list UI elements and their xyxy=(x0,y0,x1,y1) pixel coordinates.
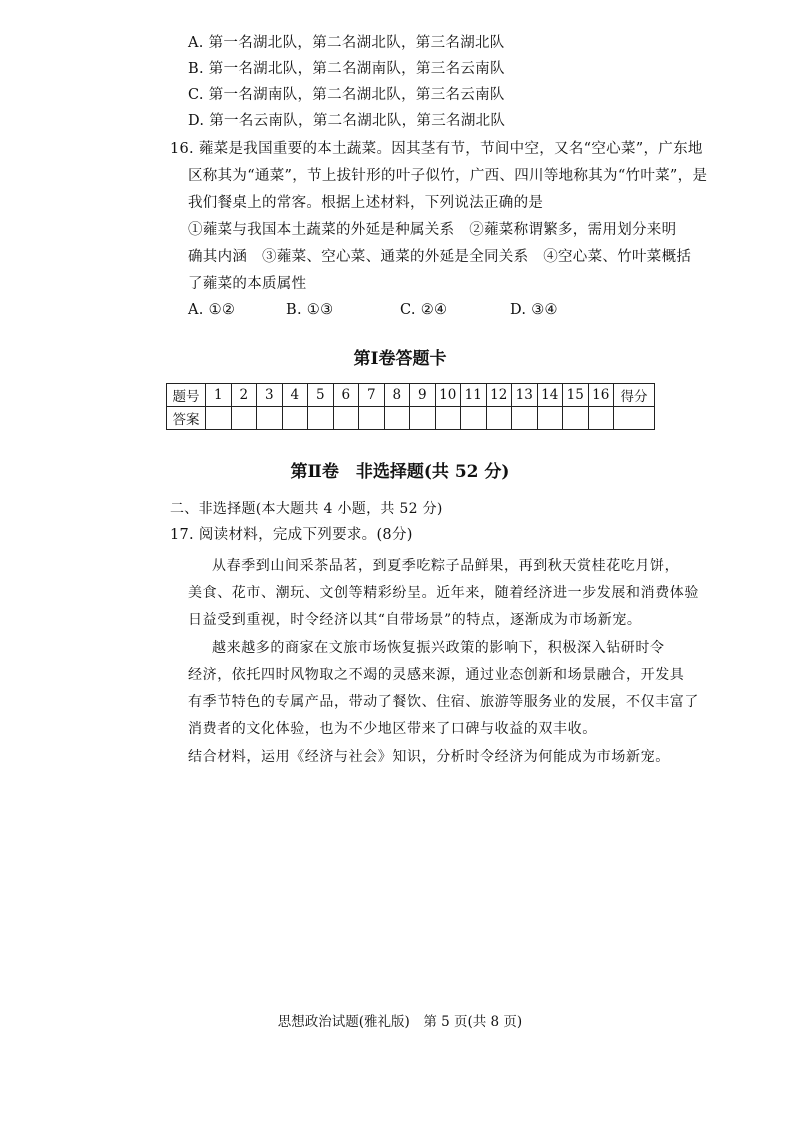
qnum-5: 5 xyxy=(308,384,334,407)
q15-option-c: C. 第一名湖南队，第二名湖北队，第三名云南队 xyxy=(188,87,505,103)
qnum-16: 16 xyxy=(588,384,614,407)
answer-cell-6[interactable] xyxy=(333,407,359,430)
answer-cell-16[interactable] xyxy=(588,407,614,430)
answer-card-title: 第Ⅰ卷答题卡 xyxy=(353,349,447,369)
answer-cell-1[interactable] xyxy=(206,407,232,430)
answer-row xyxy=(167,407,655,430)
q16-line-1: 16. 蕹菜是我国重要的本土蔬菜。因其茎有节，节间中空，又名“空心菜”，广东地 xyxy=(170,141,703,157)
q16-line-6: 了蕹菜的本质属性 xyxy=(188,276,307,292)
qnum-10: 10 xyxy=(435,384,461,407)
answer-cell-8[interactable] xyxy=(384,407,410,430)
section-title: 二、非选择题(本大题共 4 小题，共 52 分) xyxy=(170,501,443,517)
answer-cell-10[interactable] xyxy=(435,407,461,430)
qnum-12: 12 xyxy=(486,384,512,407)
qnum-1: 1 xyxy=(206,384,232,407)
q16-choice-c: C. ②④ xyxy=(400,302,448,318)
q16-line-3: 我们餐桌上的常客。根据上述材料，下列说法正确的是 xyxy=(188,195,544,211)
q15-option-a: A. 第一名湖北队，第二名湖北队，第三名湖北队 xyxy=(188,35,505,51)
q17-material-line-1: 从春季到山间采茶品茗，到夏季吃粽子品鲜果，再到秋天赏桂花吃月饼， xyxy=(212,558,680,574)
qnum-4: 4 xyxy=(282,384,308,407)
q17-material-line-3: 日益受到重视，时令经济以其“自带场景”的特点，逐渐成为市场新宠。 xyxy=(188,612,642,628)
answer-cell-9[interactable] xyxy=(410,407,436,430)
q17-prompt: 17. 阅读材料，完成下列要求。(8分) xyxy=(170,527,413,543)
q17-material-line-2: 美食、花市、潮玩、文创等精彩纷呈。近年来，随着经济进一步发展和消费体验 xyxy=(188,585,699,601)
q16-choice-b: B. ①③ xyxy=(286,302,334,318)
answer-cell-7[interactable] xyxy=(359,407,385,430)
answer-cell-4[interactable] xyxy=(282,407,308,430)
qnum-11: 11 xyxy=(461,384,487,407)
answer-label: 答案 xyxy=(167,407,206,430)
q16-choice-d: D. ③④ xyxy=(510,302,558,318)
q17-material-line-6: 有季节特色的专属产品，带动了餐饮、住宿、旅游等服务业的发展，不仅丰富了 xyxy=(188,694,699,710)
qnum-3: 3 xyxy=(257,384,283,407)
qnum-14: 14 xyxy=(537,384,563,407)
answer-cell-15[interactable] xyxy=(563,407,589,430)
answer-cell-13[interactable] xyxy=(512,407,538,430)
q16-line-5: 确其内涵 ③蕹菜、空心菜、通菜的外延是全同关系 ④空心菜、竹叶菜概括 xyxy=(188,249,692,265)
question-number-label: 题号 xyxy=(167,384,206,407)
q16-line-2: 区称其为“通菜”，节上拔针形的叶子似竹，广西、四川等地称其为“竹叶菜”，是 xyxy=(188,168,708,184)
part2-title: 第Ⅱ卷 非选择题(共 52 分) xyxy=(290,462,510,482)
question-number-row xyxy=(167,384,655,407)
score-cell[interactable] xyxy=(614,407,655,430)
qnum-8: 8 xyxy=(384,384,410,407)
answer-card-table xyxy=(166,383,655,430)
answer-cell-12[interactable] xyxy=(486,407,512,430)
q16-line-4: ①蕹菜与我国本土蔬菜的外延是种属关系 ②蕹菜称谓繁多，需用划分来明 xyxy=(188,222,677,238)
q17-material-line-7: 消费者的文化体验，也为不少地区带来了口碑与收益的双丰收。 xyxy=(188,721,597,737)
q17-material-line-5: 经济，依托四时风物取之不竭的灵感来源，通过业态创新和场景融合，开发具 xyxy=(188,667,685,683)
qnum-7: 7 xyxy=(359,384,385,407)
qnum-9: 9 xyxy=(410,384,436,407)
q15-option-d: D. 第一名云南队，第二名湖北队，第三名湖北队 xyxy=(188,113,506,129)
q17-material-line-4: 越来越多的商家在文旅市场恢复振兴政策的影响下，积极深入钻研时令 xyxy=(212,640,665,656)
answer-cell-14[interactable] xyxy=(537,407,563,430)
page-footer: 思想政治试题(雅礼版) 第 5 页(共 8 页) xyxy=(277,1014,523,1030)
answer-cell-5[interactable] xyxy=(308,407,334,430)
score-label: 得分 xyxy=(614,384,655,407)
answer-cell-3[interactable] xyxy=(257,407,283,430)
answer-cell-11[interactable] xyxy=(461,407,487,430)
qnum-13: 13 xyxy=(512,384,538,407)
answer-cell-2[interactable] xyxy=(231,407,257,430)
qnum-6: 6 xyxy=(333,384,359,407)
qnum-2: 2 xyxy=(231,384,257,407)
q16-choice-a: A. ①② xyxy=(188,302,236,318)
q15-option-b: B. 第一名湖北队，第二名湖南队，第三名云南队 xyxy=(188,61,505,77)
q17-question: 结合材料，运用《经济与社会》知识，分析时令经济为何能成为市场新宠。 xyxy=(188,749,670,765)
qnum-15: 15 xyxy=(563,384,589,407)
